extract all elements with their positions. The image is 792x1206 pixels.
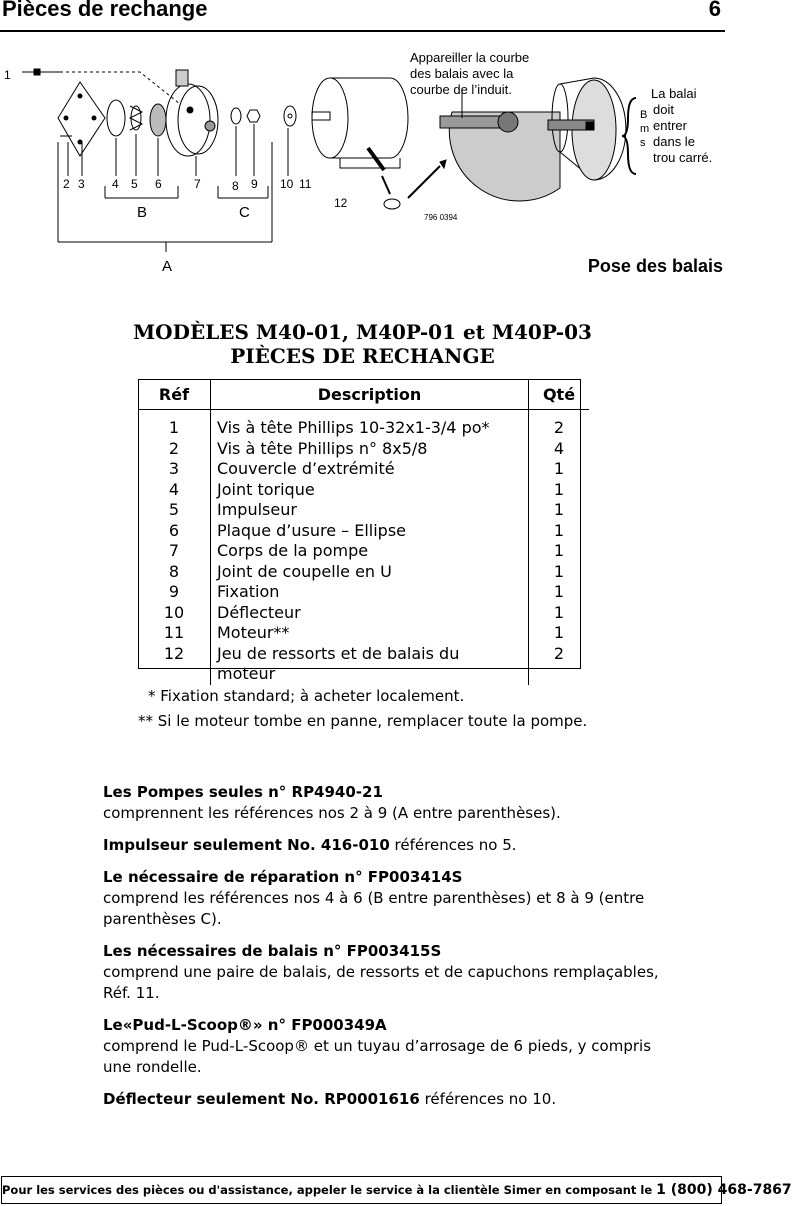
table-footnotes [138, 684, 587, 734]
qty-cell: 1 [553, 561, 565, 581]
ref-cell: 7 [138, 541, 211, 562]
part-label-4: 4 [112, 177, 119, 191]
ref-cell: 4 [138, 480, 211, 501]
page-title: Pièces de rechange [2, 0, 208, 21]
description-cell: Couvercle d’extrémité [211, 459, 529, 480]
drawing-code: 796 0394 [424, 213, 458, 222]
ref-cell: 11 [138, 623, 211, 644]
part-label-12: 12 [334, 196, 348, 210]
qty-cell: 1 [553, 541, 565, 560]
part-label-5: 5 [131, 177, 138, 191]
models-title-line1: MODÈLES M40-01, M40P-01 et M40P-03 [133, 320, 592, 344]
exploded-parts-diagram [0, 38, 725, 288]
ref-cell: 5 [138, 500, 211, 521]
part-label-2: 2 [63, 177, 70, 191]
description-cell: Plaque d’usure – Ellipse [211, 521, 529, 542]
ref-cell: 1 [138, 410, 211, 439]
description-cell: Impulseur [211, 500, 529, 521]
group-label-a: A [162, 258, 173, 275]
part-label-6: 6 [155, 177, 162, 191]
callout-fit-partial: B m s [640, 109, 650, 149]
kit-impeller: Impulseur seulement No. 416-010 références no 5. [103, 836, 517, 854]
retainer-shape [247, 110, 260, 122]
part-label-8: 8 [232, 179, 239, 193]
part-label-1: 1 [4, 68, 11, 82]
col-header-ref: Réf [138, 379, 211, 410]
part-label-9: 9 [251, 177, 258, 191]
assembly-line [60, 72, 180, 104]
service-footer [1, 1176, 792, 1204]
u-cup-seal-shape [231, 108, 241, 124]
page-number: 6 [708, 0, 721, 21]
callout-align-brushes: Appareiller la courbe des balais avec la courbe de l’induit. [410, 50, 530, 97]
qty-cell: 4 [553, 438, 565, 458]
qty-cell: 1 [553, 500, 565, 519]
ref-cell: 3 [138, 459, 211, 480]
ref-cell: 9 [138, 582, 211, 603]
description-cell: Vis à tête Phillips 10-32x1-3/4 po* [211, 410, 529, 439]
part-label-10: 10 [280, 177, 294, 191]
footer-phone: 1 (800) 468-7867 [656, 1182, 792, 1198]
parts-drawing [0, 38, 725, 288]
brush-shape [368, 148, 384, 170]
qty-cell: 2 [553, 643, 565, 663]
replacement-kits-list [103, 782, 663, 1121]
footnote-motor-failure: ** Si le moteur tombe en panne, remplacer toute la pompe. [138, 712, 588, 730]
ref-cell: 12 [138, 644, 211, 685]
callout-fit-square-hole: La balai doit entrer dans le trou carré. [651, 86, 713, 165]
description-cell: Corps de la pompe [211, 541, 529, 562]
part-label-7: 7 [194, 177, 201, 191]
ref-cell: 2 [138, 439, 211, 460]
description-cell: Déflecteur [211, 603, 529, 624]
callout-brace [622, 98, 636, 174]
ref-cell: 10 [138, 603, 211, 624]
kit-pump-only: Les Pompes seules n° RP4940-21 comprennent les références nos 2 à 9 (A entre parenthèses). [103, 783, 561, 822]
impeller-shape [130, 106, 142, 130]
qty-cell: 2 [553, 418, 565, 437]
parts-table [138, 379, 589, 685]
part-label-11: 11 [299, 177, 312, 191]
kit-brushes: Les nécessaires de balais n° FP003415S comprend une paire de balais, de ressorts et de capuchons remplaçables, Réf. 11. [103, 942, 659, 1002]
col-header-qty: Qté [529, 379, 590, 410]
description-cell: Joint de coupelle en U [211, 562, 529, 583]
wear-plate-shape [150, 104, 166, 136]
kit-pud-l-scoop: Le«Pud-L-Scoop®» n° FP000349A comprend le Pud-L-Scoop® et un tuyau d’arrosage de 6 pieds, y compris une rondelle. [103, 1016, 652, 1076]
col-header-description: Description [211, 379, 529, 410]
qty-cell: 1 [553, 623, 565, 642]
pump-body-shape [166, 84, 210, 156]
description-cell: Joint torique [211, 480, 529, 501]
brush-install-caption: Pose des balais [587, 256, 723, 276]
group-label-c: C [239, 204, 250, 221]
qty-cell: 1 [553, 459, 565, 478]
models-title-line2: PIÈCES DE RECHANGE [230, 344, 495, 368]
page-header [0, 0, 725, 32]
footer-text: Pour les services des pièces ou d'assistance, appeler le service à la clientèle Simer en composant le [2, 1183, 653, 1197]
group-label-b: B [137, 204, 148, 221]
ref-cell: 8 [138, 562, 211, 583]
screw-1-head [34, 69, 40, 75]
o-ring-shape [107, 100, 125, 136]
description-cell: Fixation [211, 582, 529, 603]
qty-cell: 1 [553, 520, 565, 540]
description-cell: Moteur** [211, 623, 529, 644]
part-label-3: 3 [78, 177, 85, 191]
qty-cell: 1 [553, 582, 565, 601]
description-cell: Jeu de ressorts et de balais du moteur [211, 644, 529, 685]
qty-cell: 1 [553, 602, 565, 622]
kit-deflector: Déflecteur seulement No. RP0001616 références no 10. [103, 1090, 557, 1108]
deflector-shape [284, 106, 296, 126]
kit-repair: Le nécessaire de réparation n° FP003414S comprend les références nos 4 à 6 (B entre parenthèses) et 8 à 9 (entre parenthèses C). [103, 868, 645, 928]
qty-cell: 1 [553, 479, 565, 499]
description-cell: Vis à tête Phillips n° 8x5/8 [211, 439, 529, 460]
ref-cell: 6 [138, 521, 211, 542]
footnote-standard-fixture: * Fixation standard; à acheter localement. [148, 687, 465, 705]
